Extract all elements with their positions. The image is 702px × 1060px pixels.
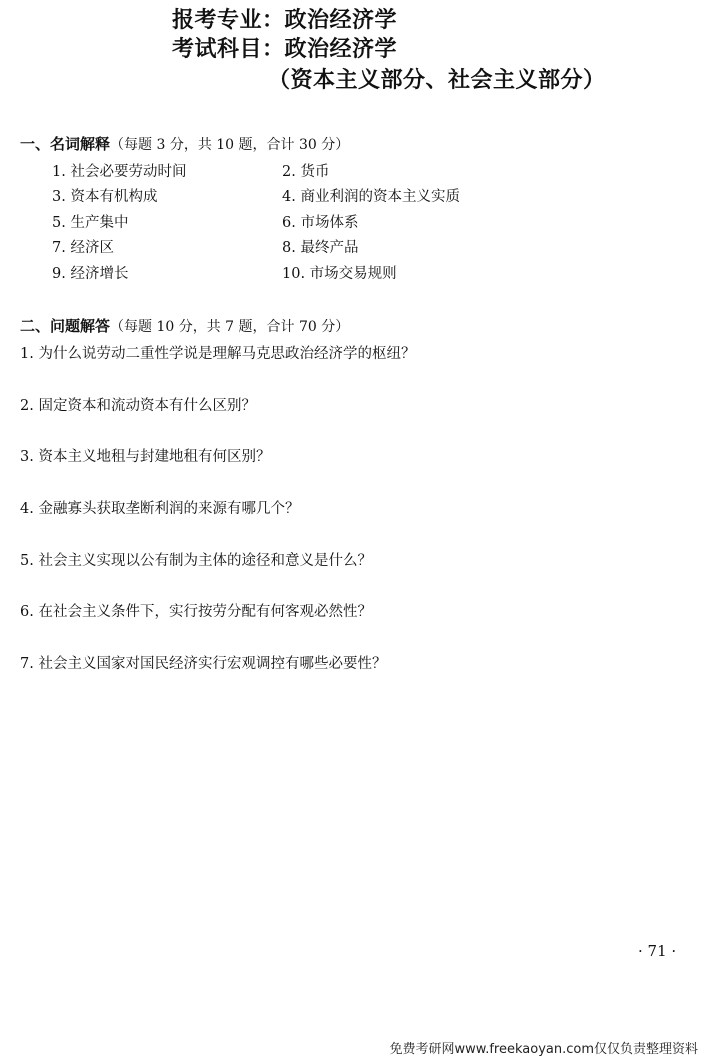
term-item: 8. 最终产品: [282, 240, 359, 256]
exam-subject: 考试科目：政治经济学: [172, 37, 398, 62]
question-item: 1. 为什么说劳动二重性学说是理解马克思政治经济学的枢纽？: [20, 346, 416, 362]
term-item: 6. 市场体系: [282, 215, 359, 231]
section-1-heading: 一、名词解释: [20, 135, 111, 153]
exam-major: 报考专业：政治经济学: [172, 8, 398, 33]
question-item: 3. 资本主义地租与封建地租有何区别？: [20, 449, 271, 465]
term-item: 4. 商业利润的资本主义实质: [282, 189, 460, 205]
section-2-scoring: （每题 10 分，共 7 题，合计 70 分）: [110, 319, 350, 335]
question-item: 7. 社会主义国家对国民经济实行宏观调控有哪些必要性？: [20, 656, 387, 672]
term-item: 2. 货币: [282, 164, 330, 180]
watermark-text: 免费考研网www.freekaoyan.com仅仅负责整理资料: [389, 1042, 698, 1057]
term-item: 5. 生产集中: [52, 215, 129, 231]
section-1-scoring: （每题 3 分，共 10 题，合计 30 分）: [110, 137, 350, 153]
section-2-title: [20, 315, 349, 336]
question-item: 2. 固定资本和流动资本有什么区别？: [20, 398, 256, 414]
section-2-heading: 二、问题解答: [20, 317, 111, 335]
term-item: 7. 经济区: [52, 240, 114, 256]
term-item: 3. 资本有机构成: [52, 189, 158, 205]
term-item: 10. 市场交易规则: [282, 266, 397, 282]
section-1-title: [20, 133, 349, 154]
question-item: 5. 社会主义实现以公有制为主体的途径和意义是什么？: [20, 553, 372, 569]
term-item: 1. 社会必要劳动时间: [52, 164, 187, 180]
question-item: 6. 在社会主义条件下，实行按劳分配有何客观必然性？: [20, 604, 372, 620]
question-item: 4. 金融寡头获取垄断利润的来源有哪几个？: [20, 501, 300, 517]
term-item: 9. 经济增长: [52, 266, 129, 282]
exam-scope: （资本主义部分、社会主义部分）: [268, 68, 606, 93]
page-number: · 71 ·: [638, 942, 677, 960]
